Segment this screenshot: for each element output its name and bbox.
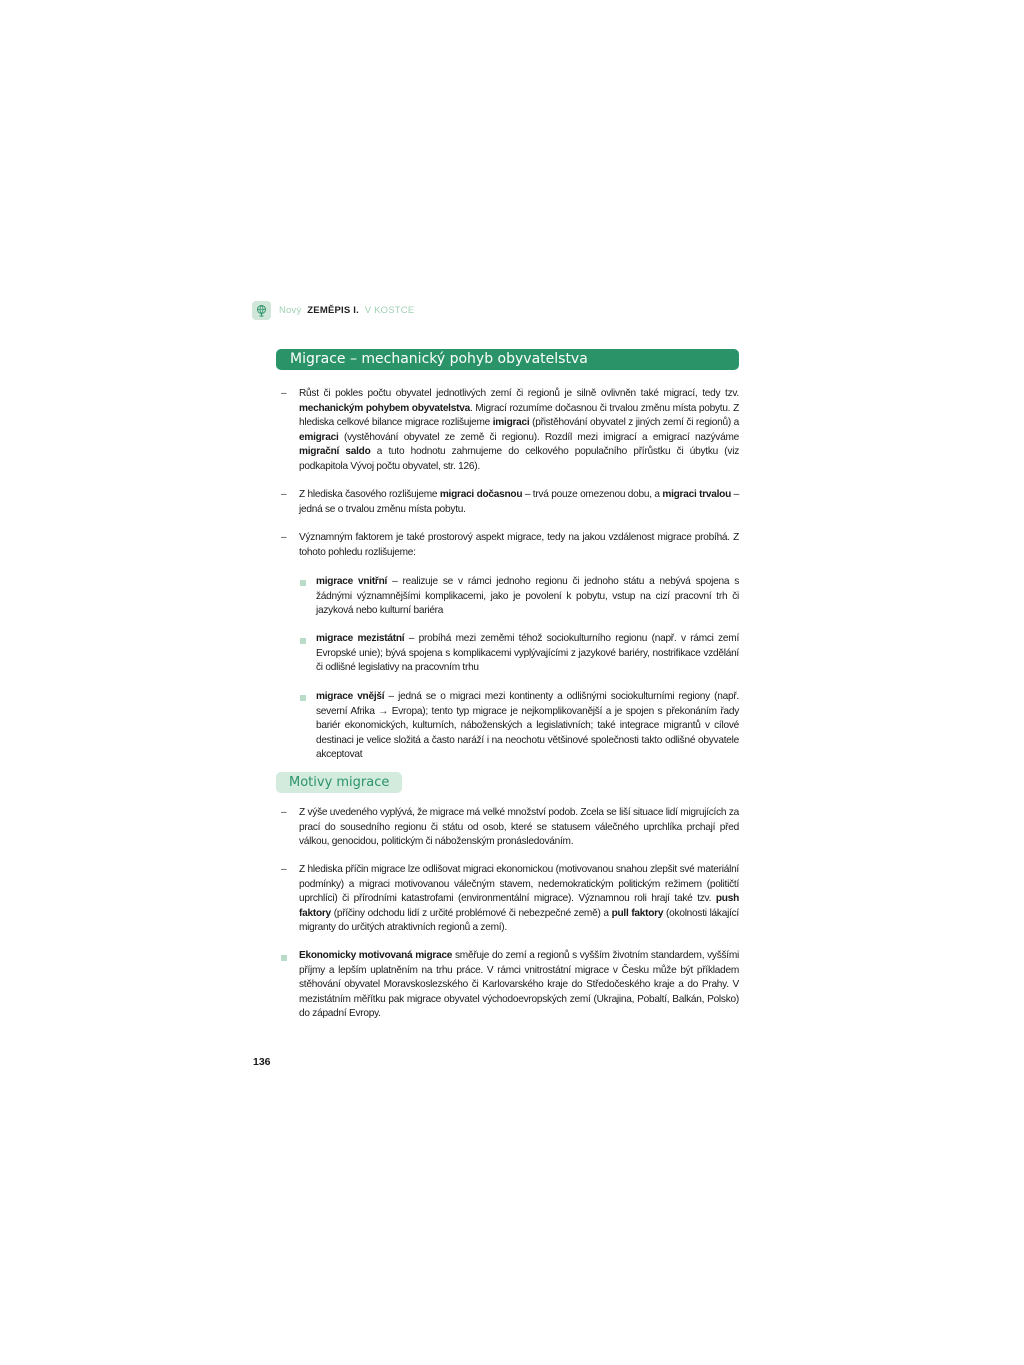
paragraph-causes-of-migration: Z hlediska příčin migrace lze odlišovat migraci ekonomickou (motivovanou snahou zlepšit své materiální podmínky) a migraci motivovanou válečným stavem, nedemokratickým politickým režimem (političtí uprchlíci) či přírodními katastrofami (environmentální migrace). Významnou roli hrají také tzv. push faktory (příčiny odchodu lidí z určité problémové či nebezpečné země) a pull faktory (okolnosti lákající migranty do určitých atraktivních regionů a zemí). xyxy=(299,864,739,933)
dash-marker: – xyxy=(281,489,287,500)
globe-icon xyxy=(252,301,271,320)
header-prefix: Nový xyxy=(279,304,302,316)
bullet-square xyxy=(281,955,287,961)
section-title: Migrace – mechanický pohyb obyvatelstva xyxy=(276,349,739,370)
dash-marker: – xyxy=(281,388,287,399)
dash-marker: – xyxy=(281,864,287,875)
list-item-internal-migration: migrace vnitřní – realizuje se v rámci jednoho regionu či jednoho státu a nebývá spojena s žádnými významnějšími komplikacemi, jako je povolení k pobytu, vstup na cizí pracovní trh či jazyková nebo kulturní bariéra xyxy=(316,576,739,616)
paragraph-spatial-aspect: Významným faktorem je také prostorový aspekt migrace, tedy na jakou vzdálenost migrace probíhá. Z tohoto pohledu rozlišujeme: xyxy=(299,532,739,558)
paragraph-time-aspect: Z hlediska časového rozlišujeme migraci dočasnou – trvá pouze omezenou dobu, a migraci trvalou – jedná se o trvalou změnu místa pobytu. xyxy=(299,489,739,515)
list-item-international-migration: migrace mezistátní – probíhá mezi zeměmi téhož sociokulturního regionu (např. v rámci zemí Evropské unie); bývá spojena s komplikacemi vyplývajícími z jazykové bariéry, nostrifikace vzdělání či odlišné legislativy na pracovním trhu xyxy=(316,633,739,673)
page-number: 136 xyxy=(253,1056,271,1068)
header-suffix: V KOSTCE xyxy=(364,304,415,316)
subheading: Motivy migrace xyxy=(276,772,402,793)
paragraph-migration-intro: Růst či pokles počtu obyvatel jednotlivých zemí či regionů je silně ovlivněn také migrací, tedy tzv. mechanickým pohybem obyvatelstva. Migrací rozumíme dočasnou či trvalou změnu místa pobytu. Z hlediska celkové bilance migrace rozlišujeme imigraci (přistěhování obyvatel z jiných zemí či regionů) a emigraci (vystěhování obyvatel ze země či regionu). Rozdíl mezi imigrací a emigrací nazýváme migrační saldo a tuto hodnotu zahrnujeme do celkového populačního přírůstku či úbytku (viz podkapitola Vývoj počtu obyvatel, str. 126). xyxy=(299,388,740,472)
header-title: ZEMĚPIS I. xyxy=(307,304,359,316)
bullet-square xyxy=(300,695,306,701)
bullet-square xyxy=(300,638,306,644)
running-header xyxy=(252,299,414,321)
list-item-external-migration: migrace vnější – jedná se o migraci mezi kontinenty a odlišnými sociokulturními regiony (např. severní Afrika → Evropa); tento typ migrace je nejkomplikovanější a je spojen s překonáním řady bariér ekonomických, kulturních, náboženských a legislativních; také integrace migrantů v cílové destinaci je velice složitá a často naráží i na neochotu většinové společnosti takto odlišné obyvatele akceptovat xyxy=(316,691,739,760)
dash-marker: – xyxy=(281,532,287,543)
paragraph-economic-migration: Ekonomicky motivovaná migrace směřuje do zemí a regionů s vyšším životním standardem, vyššími příjmy a lepším uplatněním na trhu práce. V rámci vnitrostátní migrace v Česku může být příkladem stěhování obyvatel Moravskoslezského či Karlovarského kraje do Středočeského kraje a do Prahy. V mezistátním měřítku pak migrace obyvatel východoevropských zemí (Ukrajina, Pobaltí, Balkán, Polsko) do západní Evropy. xyxy=(299,950,739,1019)
bullet-square xyxy=(300,580,306,586)
paragraph-forms-of-migration: Z výše uvedeného vyplývá, že migrace má velké množství podob. Zcela se liší situace lidí migrujících za prací do sousedního regionu či státu od osob, které se statusem válečného uprchlíka prchají před válkou, genocidou, politickým či náboženským pronásledováním. xyxy=(299,807,739,847)
dash-marker: – xyxy=(281,807,287,818)
